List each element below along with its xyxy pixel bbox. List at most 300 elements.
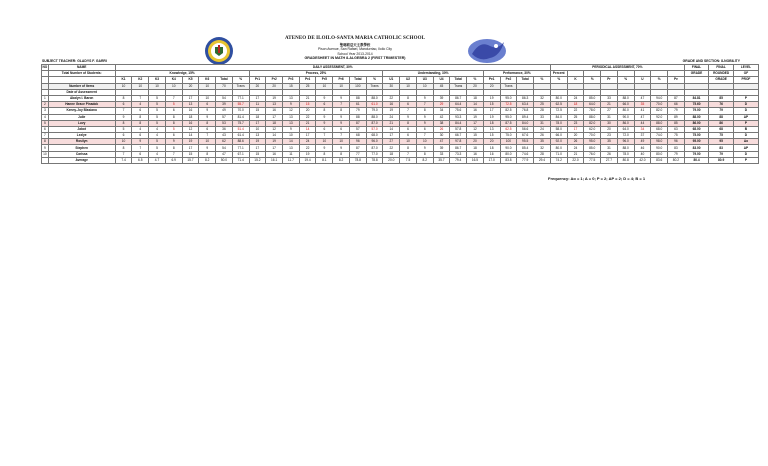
score-cell: 6	[115, 102, 132, 108]
score-cell: 24	[299, 139, 316, 145]
score-cell: 61.4	[232, 133, 249, 139]
score-cell: 22	[567, 108, 584, 114]
score-cell: 7	[316, 133, 333, 139]
score-cell: 78.0	[584, 108, 601, 114]
score-cell: 10	[416, 139, 433, 145]
score-cell: 9	[333, 114, 350, 120]
score-cell: 35	[601, 139, 618, 145]
score-cell: 47	[634, 95, 651, 101]
column-head: Pr2	[266, 77, 283, 83]
score-cell: 15	[467, 133, 484, 139]
proficiency-level: B	[733, 126, 758, 132]
score-cell: 24	[567, 95, 584, 101]
score-cell: 68.0	[651, 126, 668, 132]
score-cell: 80.0	[550, 95, 567, 101]
score-cell: 16	[483, 151, 500, 157]
score-cell: 19	[467, 114, 484, 120]
student-name: Abalyn I. Baron	[48, 95, 115, 101]
score-cell: 90.0	[500, 145, 517, 151]
score-cell: 68	[349, 133, 366, 139]
column-head: Total	[216, 77, 233, 83]
score-cell: 62	[216, 139, 233, 145]
score-cell: 39	[216, 102, 233, 108]
score-cell: 28	[534, 108, 551, 114]
score-cell: 87.5	[500, 120, 517, 126]
final-rounded: 68	[709, 126, 734, 132]
final-grade: 86.00	[684, 120, 709, 126]
score-cell: 17	[483, 108, 500, 114]
score-cell: 14	[383, 126, 400, 132]
score-cell: 57.0	[366, 126, 383, 132]
score-cell: 87	[668, 95, 685, 101]
proficiency-level: Ao	[733, 139, 758, 145]
school-name: ATENEO DE ILOILO-SANTA MARIA CATHOLIC SCHOOL	[284, 36, 426, 41]
column-head: Total	[517, 77, 534, 83]
score-cell: 41	[634, 108, 651, 114]
column-head: Pe	[668, 77, 685, 83]
score-cell: 74.0	[651, 133, 668, 139]
rounded-header: ROUNDED	[709, 71, 734, 77]
score-cell: 13	[266, 102, 283, 108]
student-number: 9	[42, 145, 49, 151]
score-cell: 49	[634, 139, 651, 145]
score-cell: 19	[383, 108, 400, 114]
score-cell: 18	[266, 120, 283, 126]
column-head: %	[550, 77, 567, 83]
score-cell: 95.0	[500, 114, 517, 120]
score-cell: 86.3	[517, 95, 534, 101]
score-cell: 8	[165, 114, 182, 120]
score-cell: 6	[400, 133, 417, 139]
score-cell: 20	[567, 133, 584, 139]
score-cell: 26	[601, 151, 618, 157]
average-cell: 22.0	[567, 157, 584, 163]
score-cell: 66.0	[550, 133, 567, 139]
school-address: Pison Avenue, San Rafael, Mandurriao, Iloilo City	[317, 47, 392, 51]
score-cell: 6	[132, 151, 149, 157]
score-cell: 8	[132, 120, 149, 126]
column-head: K3	[149, 77, 166, 83]
score-cell: 81.4	[232, 114, 249, 120]
sheet-title: GRADESHEET IN MATH 8-ALGEBRA 2 (FIRST TRIMESTER)	[304, 56, 406, 60]
score-cell: 33	[433, 151, 450, 157]
score-cell: 72.5	[500, 102, 517, 108]
score-cell: 87	[349, 145, 366, 151]
item-count: 25	[299, 83, 316, 89]
score-cell: 85.4	[517, 145, 534, 151]
score-cell: 9	[333, 145, 350, 151]
average-cell: 80.8	[617, 157, 634, 163]
score-cell: 82.0	[584, 120, 601, 126]
score-cell: 46	[634, 145, 651, 151]
final-rounded: 79	[709, 151, 734, 157]
score-cell: 79	[668, 108, 685, 114]
subject-teacher: SUBJECT TEACHER: GLADYS F. GARRI	[42, 59, 107, 63]
score-cell: 47	[433, 139, 450, 145]
score-cell: 21	[383, 120, 400, 126]
score-cell: 9	[316, 120, 333, 126]
average-cell: 7.4	[115, 157, 132, 163]
score-cell: 61.0	[366, 102, 383, 108]
score-cell: 8	[199, 151, 216, 157]
score-cell: 6	[165, 108, 182, 114]
score-cell: 13	[283, 120, 300, 126]
score-cell: 7	[115, 151, 132, 157]
score-cell: 33	[601, 95, 618, 101]
score-cell: 4	[132, 102, 149, 108]
score-cell: 16	[182, 120, 199, 126]
column-head: %	[584, 77, 601, 83]
grade-header: GRADE	[684, 71, 709, 77]
score-cell: 13	[483, 126, 500, 132]
score-cell: 31	[601, 145, 618, 151]
score-cell: 9	[199, 145, 216, 151]
item-count: 20	[467, 83, 484, 89]
score-cell: 7	[199, 133, 216, 139]
score-cell: 96	[668, 139, 685, 145]
score-cell: 28	[534, 151, 551, 157]
score-cell: 9	[316, 114, 333, 120]
score-cell: 21	[567, 151, 584, 157]
score-cell: 27	[601, 108, 618, 114]
proficiency-level: D	[733, 108, 758, 114]
score-cell: 77.0	[366, 151, 383, 157]
score-cell: 5	[149, 114, 166, 120]
item-count: 20	[266, 83, 283, 89]
score-cell: 10	[115, 139, 132, 145]
score-cell: 64.0	[584, 102, 601, 108]
average-cell: 29.4	[534, 157, 551, 163]
score-cell: 47	[634, 114, 651, 120]
score-cell: 100	[500, 139, 517, 145]
score-cell: 8	[165, 145, 182, 151]
score-cell: 63	[668, 126, 685, 132]
average-cell: 4.7	[149, 157, 166, 163]
average-cell: 78.8	[349, 157, 366, 163]
average-cell: 83.6	[651, 157, 668, 163]
score-cell: 11	[283, 151, 300, 157]
score-cell: 8	[165, 120, 182, 126]
average-label: Average	[48, 157, 115, 163]
score-cell: 5	[149, 139, 166, 145]
score-cell: 44	[634, 120, 651, 126]
score-cell: 86.7	[450, 145, 467, 151]
score-cell: 88.0	[617, 145, 634, 151]
column-head: U2	[400, 77, 417, 83]
score-cell: 62.5	[550, 102, 567, 108]
average-row	[42, 157, 759, 163]
column-head: Pr	[601, 77, 618, 83]
column-head: Pe1	[483, 77, 500, 83]
score-cell: 17	[299, 133, 316, 139]
column-head: K1	[115, 77, 132, 83]
score-cell: 14	[266, 133, 283, 139]
score-cell: 13	[283, 95, 300, 101]
score-cell: 20	[601, 126, 618, 132]
final-grade-header: FINAL	[684, 65, 709, 71]
score-cell: 21	[299, 120, 316, 126]
score-cell: 21	[601, 102, 618, 108]
score-cell: 19	[299, 151, 316, 157]
student-name: Lezlye	[48, 133, 115, 139]
score-cell: 34	[634, 126, 651, 132]
average-cell: 79.4	[450, 157, 467, 163]
score-cell: 4	[149, 133, 166, 139]
score-cell: 32	[534, 95, 551, 101]
score-cell: 75.6	[450, 108, 467, 114]
score-cell: 94.0	[651, 95, 668, 101]
score-cell: 5	[149, 108, 166, 114]
score-cell: 39	[433, 95, 450, 101]
final-rounded: 88	[709, 114, 734, 120]
score-cell: 16	[383, 102, 400, 108]
score-cell: 18	[467, 95, 484, 101]
score-cell: 13	[182, 102, 199, 108]
score-cell: 88	[349, 95, 366, 101]
score-cell: 11	[249, 102, 266, 108]
score-cell: 13	[283, 145, 300, 151]
score-cell: 90.0	[651, 145, 668, 151]
score-cell: 74.6	[517, 151, 534, 157]
score-cell: 84.4	[450, 120, 467, 126]
score-cell: 40	[634, 151, 651, 157]
average-cell: 74.2	[550, 157, 567, 163]
score-cell: 31	[601, 114, 618, 120]
score-cell: 5	[115, 126, 132, 132]
score-cell: 4	[149, 126, 166, 132]
grade-subheader: GRADE	[709, 77, 734, 83]
score-cell: 53	[216, 120, 233, 126]
column-head: Pe2	[500, 77, 517, 83]
school-seal-logo	[203, 36, 235, 66]
score-cell: 7	[132, 145, 149, 151]
score-cell: 57	[216, 114, 233, 120]
score-cell: 5	[149, 120, 166, 126]
score-cell: 17	[182, 95, 199, 101]
column-head: %	[366, 77, 383, 83]
score-cell: 84.0	[517, 120, 534, 126]
score-cell: 93.3	[450, 114, 467, 120]
score-cell: 80.0	[617, 108, 634, 114]
proficiency-level: AP	[733, 114, 758, 120]
score-cell: 23	[567, 120, 584, 126]
column-head: K4	[165, 77, 182, 83]
score-cell: 26	[433, 126, 450, 132]
average-cell: 8.2	[199, 157, 216, 163]
student-name: Rosilyn	[48, 139, 115, 145]
gradesheet-table	[41, 64, 759, 164]
score-cell: 7	[400, 151, 417, 157]
score-cell: 56.6	[517, 126, 534, 132]
final-grade: 79.00	[684, 108, 709, 114]
column-head: Pr1	[249, 77, 266, 83]
score-cell: 19	[266, 95, 283, 101]
score-cell: 42	[433, 114, 450, 120]
score-cell: 15	[483, 133, 500, 139]
final-rounded: 75	[709, 133, 734, 139]
score-cell: 95.0	[584, 139, 601, 145]
score-cell: 70.0	[651, 102, 668, 108]
score-cell: 89	[668, 114, 685, 120]
average-cell: 6.5	[132, 157, 149, 163]
score-cell: 16	[467, 151, 484, 157]
final-grade: 75.60	[684, 102, 709, 108]
item-count: 20	[483, 83, 500, 89]
average-cell: 19.4	[299, 157, 316, 163]
score-cell: 90.0	[617, 114, 634, 120]
column-head: U4	[433, 77, 450, 83]
proficiency-level: D	[733, 102, 758, 108]
score-cell: 9	[283, 102, 300, 108]
item-count: 10	[333, 83, 350, 89]
score-cell: 7	[333, 133, 350, 139]
score-cell: 87.0	[366, 145, 383, 151]
score-cell: 88.0	[617, 95, 634, 101]
score-cell: 77.1	[232, 145, 249, 151]
score-cell: 8	[132, 114, 149, 120]
proficiency-level: P	[733, 120, 758, 126]
date-of-assessment-label: Date of Assessment	[48, 89, 115, 95]
school-name-chinese: 聖瑪莉亞天主教學校	[339, 43, 371, 47]
score-cell: 35	[534, 139, 551, 145]
score-cell: 4	[132, 126, 149, 132]
column-head: U3	[416, 77, 433, 83]
score-cell: 9	[416, 114, 433, 120]
student-number: 2	[42, 102, 49, 108]
final-rounded: 85	[709, 95, 734, 101]
score-cell: 17	[467, 120, 484, 126]
column-head: K2	[132, 77, 149, 83]
score-cell: 8	[316, 151, 333, 157]
score-cell: 97.8	[450, 139, 467, 145]
daily-assessment-header: DAILY ASSESSMENT, 30%	[115, 65, 550, 71]
score-cell: 18	[249, 114, 266, 120]
student-name: Jabot	[48, 126, 115, 132]
score-cell: 67.1	[232, 151, 249, 157]
score-cell: 17	[383, 133, 400, 139]
score-cell: 54	[216, 95, 233, 101]
item-count: 10	[165, 83, 182, 89]
average-level: P	[733, 157, 758, 163]
student-number: 1	[42, 95, 49, 101]
score-cell: 15	[249, 108, 266, 114]
score-cell: 82.0	[651, 108, 668, 114]
average-cell: 83.8	[500, 157, 517, 163]
score-cell: 62.0	[584, 126, 601, 132]
score-cell: 79	[668, 151, 685, 157]
table-cell	[42, 157, 49, 163]
score-cell: 70.0	[584, 133, 601, 139]
score-cell: 14	[299, 126, 316, 132]
column-head: U1	[383, 77, 400, 83]
score-cell: 71.0	[550, 151, 567, 157]
score-cell: 17	[266, 145, 283, 151]
score-cell: 68.0	[366, 133, 383, 139]
score-cell: 7	[416, 133, 433, 139]
average-cell: 42.0	[634, 157, 651, 163]
score-cell: 55.7	[232, 102, 249, 108]
score-cell: 51.4	[232, 126, 249, 132]
score-cell: 70.0	[232, 108, 249, 114]
score-cell: 8	[400, 120, 417, 126]
final-rounded: 79	[709, 108, 734, 114]
score-cell: 19	[249, 139, 266, 145]
score-cell: 8	[115, 145, 132, 151]
column-head: K5	[182, 77, 199, 83]
item-count: 100	[349, 83, 366, 89]
item-count: 10	[400, 83, 417, 89]
average-cell: 78.8	[366, 157, 383, 163]
score-cell: 67.6	[517, 133, 534, 139]
score-cell: 85.0	[584, 145, 601, 151]
score-cell: 5	[149, 95, 166, 101]
item-count: 45	[433, 83, 450, 89]
score-cell: 9	[316, 145, 333, 151]
score-cell: 18	[483, 120, 500, 126]
score-cell: 24	[567, 145, 584, 151]
score-cell: 6	[316, 126, 333, 132]
score-cell: 35	[634, 102, 651, 108]
score-cell: 8	[416, 151, 433, 157]
score-cell: 18	[567, 102, 584, 108]
score-cell: 18	[383, 151, 400, 157]
score-cell: 85	[668, 120, 685, 126]
score-cell: 6	[199, 126, 216, 132]
score-cell: 9	[199, 108, 216, 114]
score-cell: 8	[333, 108, 350, 114]
col-name-header: NAME	[48, 65, 115, 71]
score-cell: 39	[433, 145, 450, 151]
score-cell: 29	[433, 102, 450, 108]
score-cell: 15	[182, 151, 199, 157]
score-cell: 57.8	[450, 126, 467, 132]
score-cell: 24	[383, 114, 400, 120]
score-cell: 89.4	[517, 114, 534, 120]
column-head: Total	[349, 77, 366, 83]
average-cell: 16.1	[266, 157, 283, 163]
score-cell: 77.1	[232, 95, 249, 101]
score-cell: 20	[483, 139, 500, 145]
score-cell: 7	[132, 95, 149, 101]
average-cell: 27.7	[601, 157, 618, 163]
score-cell: 88	[349, 114, 366, 120]
average-grade: 80.4	[684, 157, 709, 163]
score-cell: 6	[132, 133, 149, 139]
score-cell: 22	[299, 114, 316, 120]
score-cell: 4	[149, 151, 166, 157]
final-rounded-header: FINAL	[709, 65, 734, 71]
score-cell: 87.0	[366, 120, 383, 126]
process-header: Process, 25%	[249, 71, 383, 77]
score-cell: 18	[182, 114, 199, 120]
student-number: 4	[42, 114, 49, 120]
score-cell: 36	[216, 126, 233, 132]
score-cell: 33	[534, 114, 551, 120]
score-cell: 7	[333, 102, 350, 108]
score-cell: 30	[433, 133, 450, 139]
frequency-summary: Frequency: Ao = 1; A = 0; P = 2; AP = 2; D = 4; B = 1	[548, 176, 646, 181]
score-cell: 10	[199, 95, 216, 101]
score-cell: 96	[349, 139, 366, 145]
item-count: 70	[216, 83, 233, 89]
score-cell: 26	[534, 133, 551, 139]
score-cell: 23	[601, 133, 618, 139]
final-rounded: 76	[709, 102, 734, 108]
score-cell: 9	[115, 114, 132, 120]
score-cell: 17	[266, 114, 283, 120]
score-cell: 47	[216, 151, 233, 157]
score-cell: 57	[349, 126, 366, 132]
